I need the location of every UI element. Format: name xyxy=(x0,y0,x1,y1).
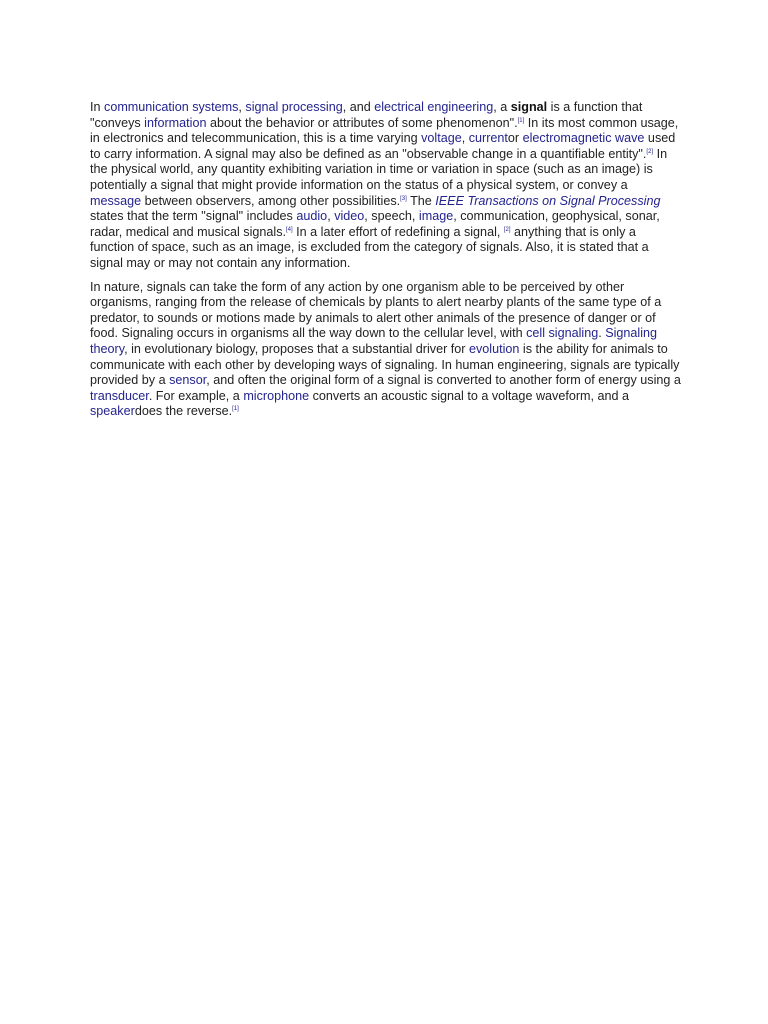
text-run: states that the term "signal" includes xyxy=(90,209,297,224)
paragraph-2 xyxy=(90,280,682,420)
text-run: between observers, among other possibilities. xyxy=(141,193,401,208)
link-information[interactable]: information xyxy=(144,115,207,130)
link-image[interactable]: image xyxy=(418,209,454,224)
text-run: In xyxy=(90,100,105,114)
link-signal-processing[interactable]: signal processing xyxy=(245,100,343,114)
text-run: In its most common usage, in electronics and telecommunication, this is a time varying xyxy=(90,115,679,146)
text-run: is the ability for animals to communicate with each other by developing ways of signaling. In human engineering, signals are typically provided by a xyxy=(90,341,680,388)
link-electrical-engineering[interactable]: electrical engineering xyxy=(374,100,494,114)
link-message[interactable]: message xyxy=(90,193,142,208)
text-run: anything that is only a function of space, such as an image, is excluded from the category of signals. Also, it is stated that a signal may or may not contain any information. xyxy=(90,224,649,270)
link-audio[interactable]: audio xyxy=(296,209,328,224)
text-run: , xyxy=(238,100,246,114)
text-run: or xyxy=(507,131,523,146)
text-run: The xyxy=(406,193,436,208)
text-run: does the reverse. xyxy=(134,404,233,419)
article-body xyxy=(90,100,682,428)
paragraph-1 xyxy=(90,100,682,272)
link-video[interactable]: video xyxy=(334,209,365,224)
link-cell-signaling[interactable]: cell signaling xyxy=(526,326,599,341)
text-run: about the behavior or attributes of some phenomenon". xyxy=(206,115,518,130)
text-run: In nature, signals can take the form of any action by one organism able to be perceived by other organisms, ranging from the release of chemicals by plants to alert nearby plants of the same type of a predator, to sounds or motions made by animals to alert other animals of the presence of danger or of food. Signaling occurs in organisms all the way down to the cellular level, with xyxy=(90,279,662,341)
link-signaling-theory[interactable]: Signaling theory xyxy=(90,326,658,356)
text-run: In a later effort of redefining a signal, xyxy=(292,224,504,239)
link-electromagnetic-wave[interactable]: electromagnetic wave xyxy=(522,131,645,146)
link-transducer[interactable]: transducer xyxy=(90,388,149,403)
text-run: converts an acoustic signal to a voltage waveform, and a xyxy=(309,388,630,403)
citation-2b[interactable]: [2] xyxy=(503,226,511,233)
text-run: used to carry information. A signal may also be defined as an "observable change in a quantifiable entity". xyxy=(90,131,676,161)
citation-4[interactable]: [4] xyxy=(286,226,293,233)
link-microphone[interactable]: microphone xyxy=(243,388,310,403)
text-run: , communication, geophysical, sonar, radar, medical and musical signals. xyxy=(90,209,660,239)
text-run: , and often the original form of a signal is converted to another form of energy using a xyxy=(206,373,681,388)
link-ieee-transactions[interactable] xyxy=(435,194,660,208)
text-run: , xyxy=(461,131,469,146)
text-run: . For example, a xyxy=(148,388,244,403)
citation-3[interactable]: [3] xyxy=(400,195,407,202)
citation-2[interactable]: [2] xyxy=(646,148,654,155)
link-communication-systems[interactable]: communication systems xyxy=(104,100,239,114)
link-ieee-transactions-text: IEEE Transactions on Signal Processing xyxy=(435,193,661,208)
text-run: is a function that "conveys xyxy=(90,100,643,130)
link-sensor[interactable]: sensor xyxy=(169,373,207,388)
text-run: , xyxy=(327,209,335,224)
link-speaker[interactable]: speaker xyxy=(90,404,135,419)
text-run: , in evolutionary biology, proposes that a substantial driver for xyxy=(124,341,469,356)
text-run: , speech, xyxy=(364,209,419,224)
link-voltage[interactable]: voltage xyxy=(421,131,462,146)
text-run: . xyxy=(598,326,606,341)
citation-1b[interactable]: [1] xyxy=(232,406,239,413)
link-current[interactable]: current xyxy=(468,131,508,146)
text-run: , and xyxy=(342,100,375,114)
term-signal: signal xyxy=(510,100,548,114)
text-run: In the physical world, any quantity exhibiting variation in time or variation in space (such as an image) is potentially a signal that might provide information on the status of a physical system, or convey a xyxy=(90,146,668,192)
text-run: , a xyxy=(493,100,511,114)
link-evolution[interactable]: evolution xyxy=(468,341,520,356)
citation-1[interactable]: [1] xyxy=(517,117,525,124)
